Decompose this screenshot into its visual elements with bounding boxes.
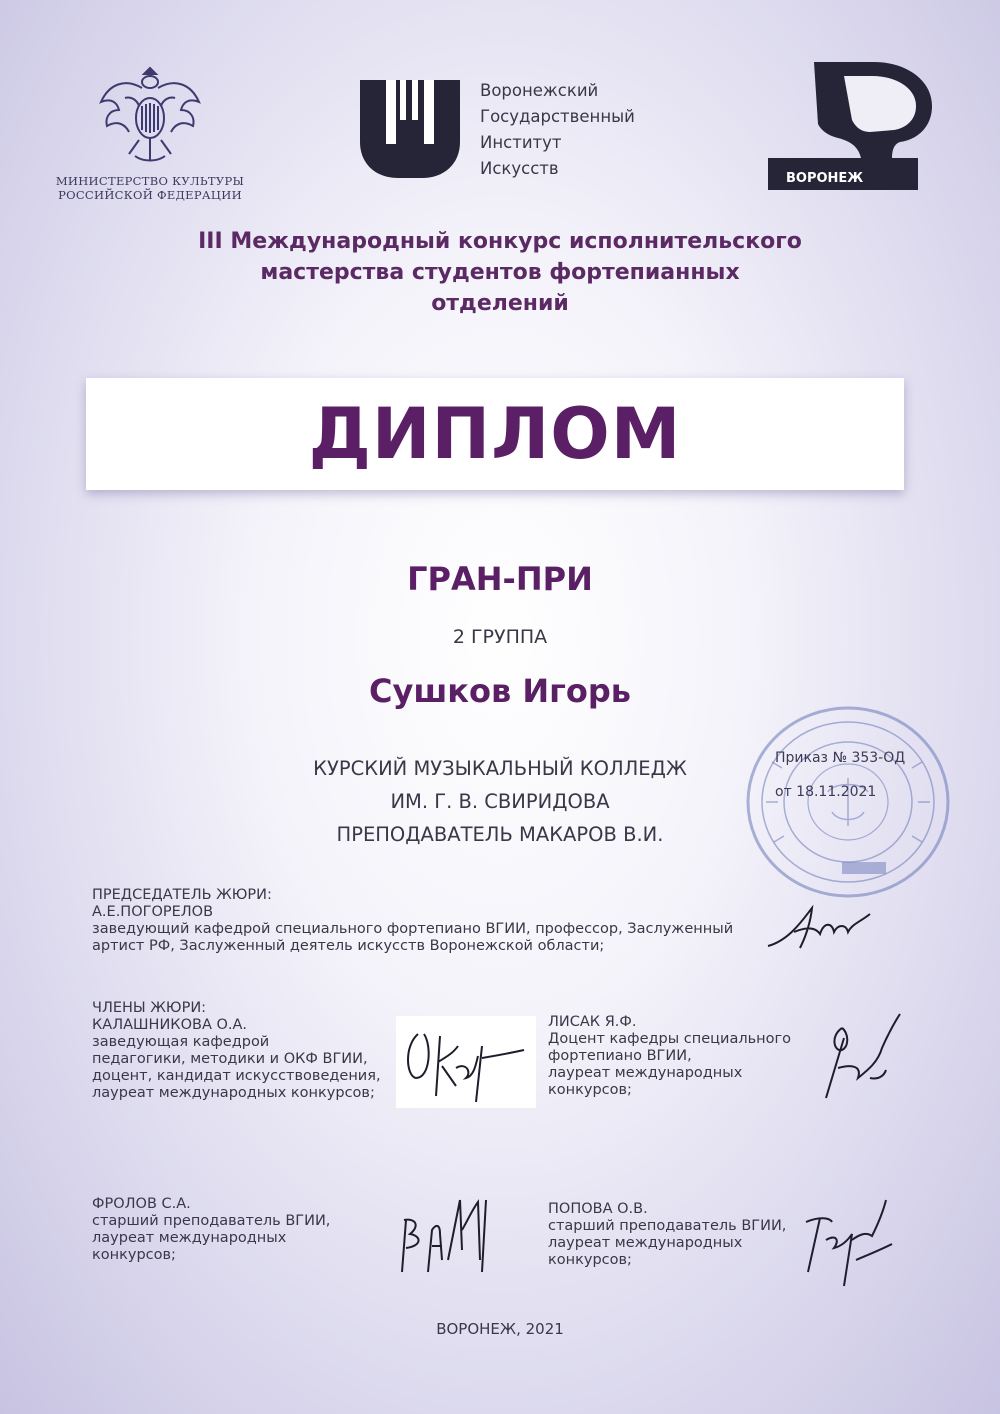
teacher-line: ПРЕПОДАВАТЕЛЬ МАКАРОВ В.И. [336,823,664,846]
award-title: ГРАН-ПРИ [407,560,593,598]
jury-member-title: педагогики, методики и ОКФ ВГИИ, [92,1051,368,1067]
jury-member-title: конкурсов; [548,1082,632,1098]
winner-name: Сушков Игорь [368,672,632,710]
grand-piano-icon [766,58,936,194]
jury-member-title: лауреат международных [548,1235,743,1251]
jury-chair-title: заведующий кафедрой специального фортепиано ВГИИ, профессор, Заслуженный [92,921,734,937]
jury-member-title: лауреат международных конкурсов; [92,1085,375,1101]
city-logo-text: ВОРОНЕЖ [786,171,864,186]
order-number: Приказ № 353-ОД [775,750,906,766]
jury-member-title: Доцент кафедры специального [548,1031,791,1047]
jury-chair-title: артист РФ, Заслуженный деятель искусств Воронежской области; [92,938,605,954]
jury-member [92,1000,392,1102]
jury-member-title: конкурсов; [548,1252,632,1268]
jury-member-title: фортепиано ВГИИ, [548,1048,692,1064]
round-seal-stamp-icon [742,702,954,902]
jury-chair [92,887,772,955]
jury-members-label: ЧЛЕНЫ ЖЮРИ: [92,1000,207,1016]
institute-name-line: Институт [480,133,562,152]
jury-member-name: КАЛАШНИКОВА О.А. [92,1017,248,1033]
jury-member [92,1196,352,1264]
signature-member-2 [808,1008,908,1108]
group-label: 2 ГРУППА [452,626,548,648]
institute-name [480,78,635,182]
official-seal [742,702,954,906]
ministry-name-line1: МИНИСТЕРСТВО КУЛЬТУРЫ [55,174,245,188]
jury-member-title: лауреат международных [548,1065,743,1081]
contest-title-line: III Международный конкурс исполнительского [198,229,802,254]
signature-member-3 [396,1190,496,1286]
institute-name-line: Государственный [480,107,635,126]
footer-city-year: ВОРОНЕЖ, 2021 [436,1320,564,1338]
double-eagle-emblem-icon [95,58,205,170]
contest-title-line: отделений [431,291,569,316]
jury-member-title: доцент, кандидат искусствоведения, [92,1068,381,1084]
jury-member-title: старший преподаватель ВГИИ, [92,1213,331,1229]
jury-member [548,1201,808,1269]
voronezh-piano-logo [766,58,936,198]
jury-member [548,1014,808,1099]
jury-chair-label: ПРЕДСЕДАТЕЛЬ ЖЮРИ: [92,887,272,903]
jury-member-name: ФРОЛОВ С.А. [92,1196,191,1212]
diploma-banner [86,378,904,490]
ministry-name-line2: РОССИЙСКОЙ ФЕДЕРАЦИИ [58,188,242,202]
ministry-logo [55,58,245,202]
jury-member-title: старший преподаватель ВГИИ, [548,1218,787,1234]
signature-chair [760,896,880,956]
piano-keys-logo-icon [356,80,464,180]
diploma-heading: ДИПЛОМ [308,393,682,475]
jury-member-title: лауреат международных [92,1230,287,1246]
contest-title-line: мастерства студентов фортепианных [260,260,740,285]
institute-logo [356,80,464,184]
signature-member-4 [796,1190,902,1300]
jury-chair-name: А.Е.ПОГОРЕЛОВ [92,904,214,920]
institute-name-line: Искусств [480,159,559,178]
jury-member-title: заведующая кафедрой [92,1034,270,1050]
institution-line: КУРСКИЙ МУЗЫКАЛЬНЫЙ КОЛЛЕДЖ [313,757,687,780]
institute-name-line: Воронежский [480,81,599,100]
order-date: от 18.11.2021 [775,784,877,800]
jury-member-name: ПОПОВА О.В. [548,1201,648,1217]
jury-member-title: конкурсов; [92,1247,176,1263]
jury-member-name: ЛИСАК Я.Ф. [548,1014,637,1030]
contest-title [110,226,890,319]
signature-member-1 [396,1016,536,1108]
institution-line: ИМ. Г. В. СВИРИДОВА [390,790,610,813]
